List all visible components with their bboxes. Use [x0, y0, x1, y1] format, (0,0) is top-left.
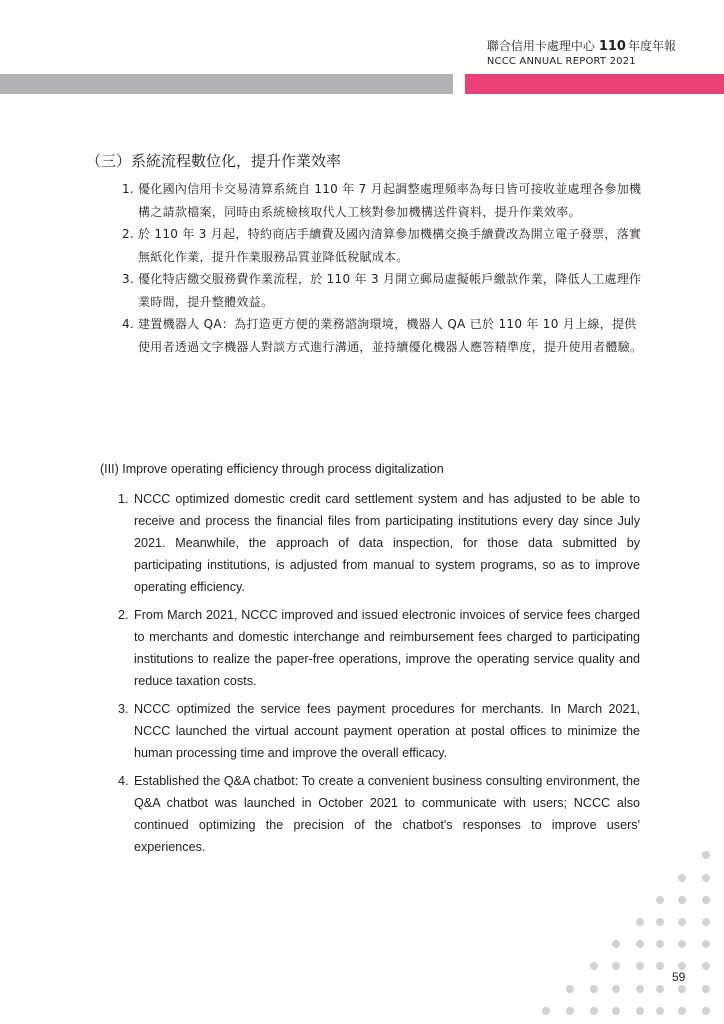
en-item-text: From March 2021, NCCC improved and issued electronic invoices of service fees charged to merchants and domestic interchange and reimbursement fees charged to participating institutions to realize the paper-free operations, improve the operating service quality and reduce taxation costs.	[134, 608, 640, 688]
zh-list-item	[86, 223, 646, 268]
en-list-item	[100, 698, 640, 764]
en-section-heading: (III) Improve operating efficiency through process digitalization	[100, 462, 444, 476]
page-number: 59	[672, 970, 686, 984]
header-pink-bar	[465, 74, 724, 94]
zh-item-number: 3.	[122, 272, 135, 286]
decorative-dot	[702, 896, 710, 904]
decorative-dot	[702, 962, 710, 970]
decorative-dot	[656, 940, 664, 948]
decorative-dot	[702, 874, 710, 882]
zh-item-text: 優化國內信用卡交易清算系統自 110 年 7 月起調整處理頻率為每日皆可接收並處理各參加機構之請款檔案，同時由系統檢核取代人工核對參加機構送件資料，提升作業效率。	[138, 182, 642, 219]
en-item-number: 4.	[118, 774, 129, 788]
decorative-dot	[702, 985, 710, 993]
decorative-dot	[612, 962, 620, 970]
decorative-dot	[678, 896, 686, 904]
header-year: 110	[598, 39, 626, 54]
zh-item-number: 2.	[122, 227, 135, 241]
decorative-dot	[678, 985, 686, 993]
header-org-zh: 聯合信用卡處理中心	[486, 39, 595, 53]
decorative-dot	[636, 962, 644, 970]
en-list-item	[100, 770, 640, 858]
decorative-dot	[702, 918, 710, 926]
zh-list-item	[86, 313, 646, 358]
zh-list-item	[86, 178, 646, 223]
header-title-zh	[487, 38, 676, 55]
decorative-dot	[702, 851, 710, 859]
decorative-dot	[612, 1007, 620, 1015]
decorative-dot	[542, 1007, 550, 1015]
en-list	[100, 488, 640, 858]
en-item-text: NCCC optimized the service fees payment procedures for merchants. In March 2021, NCCC launched the virtual account payment operation at postal offices to minimize the human processing time and improve the overall efficacy.	[134, 702, 640, 760]
zh-item-number: 4.	[122, 317, 135, 331]
zh-item-text: 優化特店繳交服務費作業流程，於 110 年 3 月開立郵局虛擬帳戶繳款作業，降低人工處理作業時間，提升整體效益。	[138, 272, 642, 309]
decorative-dot	[590, 962, 598, 970]
decorative-dot	[678, 874, 686, 882]
decorative-dot	[656, 918, 664, 926]
zh-item-text: 建置機器人 QA：為打造更方便的業務諮詢環境，機器人 QA 已於 110 年 10 月上線，提供使用者透過文字機器人對談方式進行溝通，並持續優化機器人應答精準度，提升使用者體驗。	[138, 317, 643, 354]
en-item-number: 3.	[118, 702, 129, 716]
decorative-dot	[656, 1007, 664, 1015]
decorative-dot	[702, 940, 710, 948]
decorative-dot	[612, 940, 620, 948]
decorative-dot	[566, 1007, 574, 1015]
decorative-dot	[590, 1007, 598, 1015]
decorative-dot	[702, 1007, 710, 1015]
en-list-item	[100, 604, 640, 692]
header-title-en: NCCC ANNUAL REPORT 2021	[486, 56, 636, 67]
decorative-dot	[636, 918, 644, 926]
decorative-dot	[678, 1007, 686, 1015]
decorative-dot	[590, 985, 598, 993]
en-item-text: NCCC optimized domestic credit card settlement system and has adjusted to be able to receive and process the financial files from participating institutions every day since July 2021. Meanwhile, the approach of data inspection, for those data submitted by participating institutions, is adjusted from manual to system programs, so as to improve operating efficiency.	[134, 492, 640, 594]
en-section	[100, 460, 640, 864]
en-item-number: 1.	[118, 492, 129, 506]
decorative-dot	[656, 962, 664, 970]
decorative-dot	[636, 985, 644, 993]
decorative-dot	[656, 896, 664, 904]
en-item-number: 2.	[118, 608, 129, 622]
zh-item-number: 1.	[122, 182, 135, 196]
zh-list-item	[86, 268, 646, 313]
en-list-item	[100, 488, 640, 598]
header-gray-bar	[0, 74, 453, 94]
header-report-zh: 年度年報	[627, 39, 676, 53]
zh-item-text: 於 110 年 3 月起，特約商店手續費及國內清算參加機構交換手續費改為開立電子發票，落實無紙化作業，提升作業服務品質並降低稅賦成本。	[138, 227, 642, 264]
zh-section-heading: （三）系統流程數位化，提升作業效率	[86, 152, 342, 170]
decorative-dot	[636, 1007, 644, 1015]
en-item-text: Established the Q&A chatbot: To create a convenient business consulting environment, the Q&A chatbot was launched in October 2021 to communicate with users; NCCC also continued optimizing the precision of the chatbot's responses to improve users' experiences.	[134, 774, 640, 854]
zh-section	[86, 150, 646, 358]
decorative-dot	[566, 985, 574, 993]
decorative-dot	[612, 985, 620, 993]
decorative-dot	[636, 940, 644, 948]
decorative-dot	[678, 940, 686, 948]
decorative-dot	[656, 985, 664, 993]
decorative-dot	[678, 918, 686, 926]
page-header	[487, 38, 676, 69]
zh-list	[86, 178, 646, 358]
decorative-dot	[678, 962, 686, 970]
